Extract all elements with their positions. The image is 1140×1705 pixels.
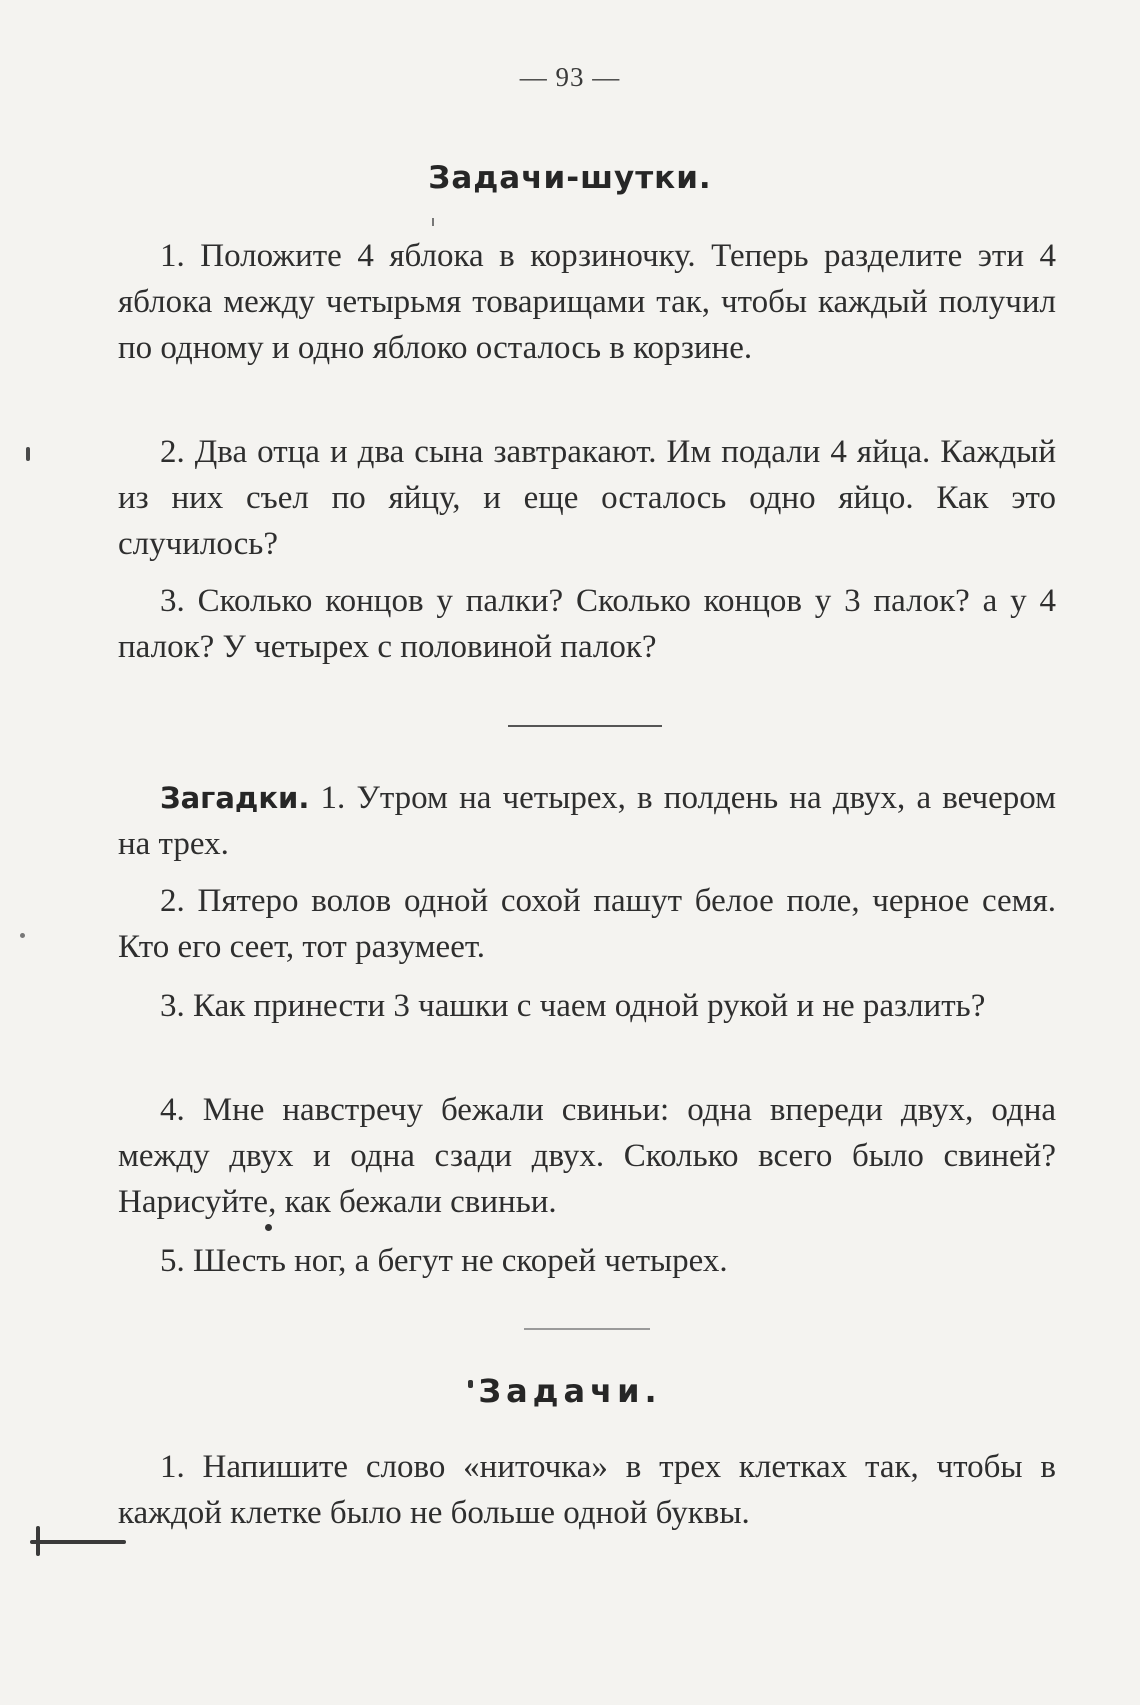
riddle-4: 4. Мне навстречу бежали свиньи: одна впереди двух, одна между двух и одна сзади двух. Сколько всего было свиней? Нарисуйте, как бежали свиньи. [118,1092,1056,1220]
riddle-3: 3. Как принести 3 чашки с чаем одной рукой и не разлить? [160,988,986,1024]
ink-dot [265,1224,272,1231]
margin-dot [20,933,25,938]
riddle-5: 5. Шесть ног, а бегут не скорей четырех. [160,1243,728,1279]
section-divider [524,1328,650,1330]
section-title-tasks: Задачи. [478,1372,662,1410]
section-divider [508,725,662,727]
page-number: — 93 — [519,62,621,92]
section-title-riddles: Загадки. [160,781,310,815]
section-title-joke-tasks: Задачи-шутки. [428,160,712,196]
riddle-1 [118,775,1056,867]
pencil-mark [30,1540,126,1544]
riddle-2: 2. Пятеро волов одной сохой пашут белое поле, черное семя. Кто его сеет, тот разумеет. [118,883,1056,965]
ink-speck [432,218,434,226]
task-1: 1. Напишите слово «ниточка» в трех клетках так, чтобы в каждой клетке было не больше одной буквы. [118,1449,1056,1531]
margin-mark [26,447,30,461]
joke-task-3: 3. Сколько концов у палки? Сколько концов у 3 палок? а у 4 палок? У четырех с половиной палок? [118,583,1056,665]
riddle-1-text: 1. Утром на четырех, в полдень на двух, а вечером на трех. [118,780,1056,862]
joke-task-2: 2. Два отца и два сына завтракают. Им подали 4 яйца. Каждый из них съел по яйцу, и еще осталось одно яйцо. Как это случилось? [118,434,1056,562]
joke-task-1: 1. Положите 4 яблока в корзиночку. Теперь разделите эти 4 яблока между четырьмя товарищами так, чтобы каждый получил по одному и одно яблоко осталось в корзине. [118,238,1056,366]
